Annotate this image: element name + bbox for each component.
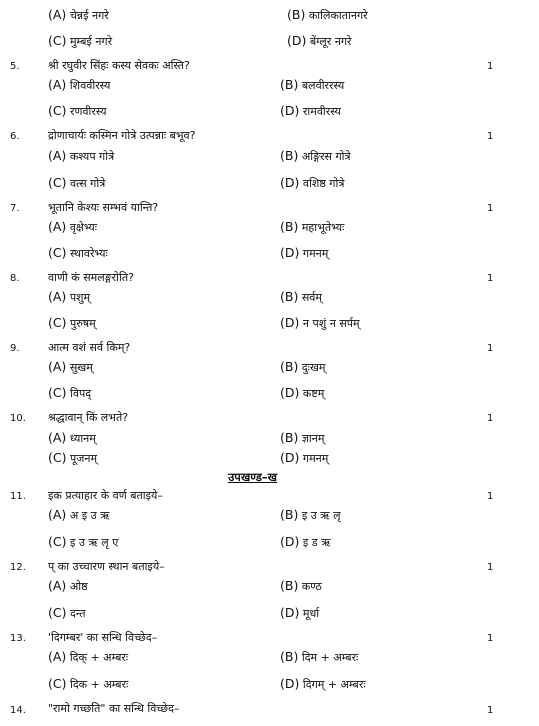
question-number: 9.: [10, 343, 20, 354]
option-d: (D) दिगम् + अम्बरः: [280, 676, 366, 691]
option-d: (D) गमनम्: [280, 450, 329, 465]
question-mark: 1: [487, 633, 494, 644]
option-a: (A) सुखम्: [48, 359, 93, 374]
question-mark: 1: [487, 273, 494, 284]
question-mark: 1: [487, 203, 494, 214]
option-a: (A) ध्यानम्: [48, 430, 96, 445]
option-b: (B) महाभूतेभ्यः: [280, 219, 345, 234]
option-b: (B) ज्ञानम्: [280, 430, 325, 445]
option-c: (C) दिक + अम्बरः: [48, 676, 129, 691]
option-d: (D) गमनम्: [280, 245, 329, 260]
question-number: 10.: [10, 413, 26, 424]
top-option-c: (C) मुम्बई नगरे: [48, 33, 113, 48]
option-b: (B) दुःखम्: [280, 359, 326, 374]
top-option-b: (B) कालिकातानगरे: [287, 7, 368, 22]
option-c: (C) पूजनम्: [48, 450, 98, 465]
top-option-d: (D) बेंग्लूर नगरे: [287, 33, 352, 48]
option-c: (C) रणवीरस्य: [48, 103, 107, 118]
question-text: वाणी कं समलङ्गरोति?: [48, 271, 134, 284]
question-text: प् का उच्चारण स्थान बताइये–: [48, 560, 165, 573]
question-text: द्रोणाचार्यः कस्मिन गोत्रे उत्पन्नाः बभूव?: [48, 129, 196, 142]
question-text: "रामो गच्छति" का सन्धि विच्छेद–: [48, 702, 180, 715]
option-a: (A) ओष्ठ: [48, 578, 88, 593]
question-text: इक प्रत्याहार के वर्ण बताइये–: [48, 489, 163, 502]
option-a: (A) कश्यप गोत्रे: [48, 148, 115, 163]
option-a: (A) शिववीरस्य: [48, 77, 111, 92]
top-option-a: (A) चेन्नई नगरे: [48, 7, 109, 22]
question-text: श्रद्धावान् किं लभते?: [48, 411, 129, 424]
question-text: आत्म वशं सर्व किम्?: [48, 341, 131, 354]
question-mark: 1: [487, 491, 494, 502]
option-a: (A) वृक्षेभ्यः: [48, 219, 97, 234]
option-b: (B) कण्ठ: [280, 578, 322, 593]
option-b: (B) बलवीररस्य: [280, 77, 345, 92]
option-d: (D) न पशुं न सर्पम्: [280, 315, 360, 330]
option-c: (C) इ उ ऋ लृ ए: [48, 534, 119, 549]
question-mark: 1: [487, 562, 494, 573]
option-a: (A) अ इ उ ऋ: [48, 507, 110, 522]
question-text: श्री रघुवीर सिंहः कस्य सेवकः अस्ति?: [48, 59, 190, 72]
option-c: (C) स्थावरेभ्यः: [48, 245, 108, 260]
option-b: (B) सर्वम्: [280, 289, 322, 304]
option-d: (D) इ ड ऋ: [280, 534, 331, 549]
option-c: (C) वत्स गोत्रे: [48, 175, 106, 190]
question-number: 11.: [10, 491, 26, 502]
question-mark: 1: [487, 413, 494, 424]
question-number: 14.: [10, 705, 26, 716]
option-b: (B) दिम + अम्बरः: [280, 649, 359, 664]
question-text: भूतानि केश्यः सम्भवं यान्ति?: [48, 201, 159, 214]
question-number: 6.: [10, 131, 20, 142]
question-mark: 1: [487, 705, 494, 716]
option-a: (A) दिक् + अम्बरः: [48, 649, 129, 664]
option-d: (D) रामवीरस्य: [280, 103, 341, 118]
question-number: 5.: [10, 61, 20, 72]
question-number: 12.: [10, 562, 26, 573]
question-mark: 1: [487, 61, 494, 72]
option-c: (C) पुरुषम्: [48, 315, 96, 330]
question-mark: 1: [487, 131, 494, 142]
option-c: (C) विपद्: [48, 385, 92, 400]
option-d: (D) मूर्धा: [280, 605, 320, 620]
option-d: (D) कष्टम्: [280, 385, 325, 400]
question-number: 8.: [10, 273, 20, 284]
option-b: (B) इ उ ऋ लृ: [280, 507, 341, 522]
option-d: (D) वशिष्ठ गोत्रे: [280, 175, 345, 190]
option-c: (C) दन्त: [48, 605, 86, 620]
section-heading: उपखण्ड–ख: [228, 470, 278, 484]
option-b: (B) अङ्गिरस गोत्रे: [280, 148, 351, 163]
question-mark: 1: [487, 343, 494, 354]
question-text: 'दिगम्बर' का सन्धि विच्छेद–: [48, 631, 158, 644]
question-number: 7.: [10, 203, 20, 214]
question-number: 13.: [10, 633, 26, 644]
option-a: (A) पशुम्: [48, 289, 91, 304]
